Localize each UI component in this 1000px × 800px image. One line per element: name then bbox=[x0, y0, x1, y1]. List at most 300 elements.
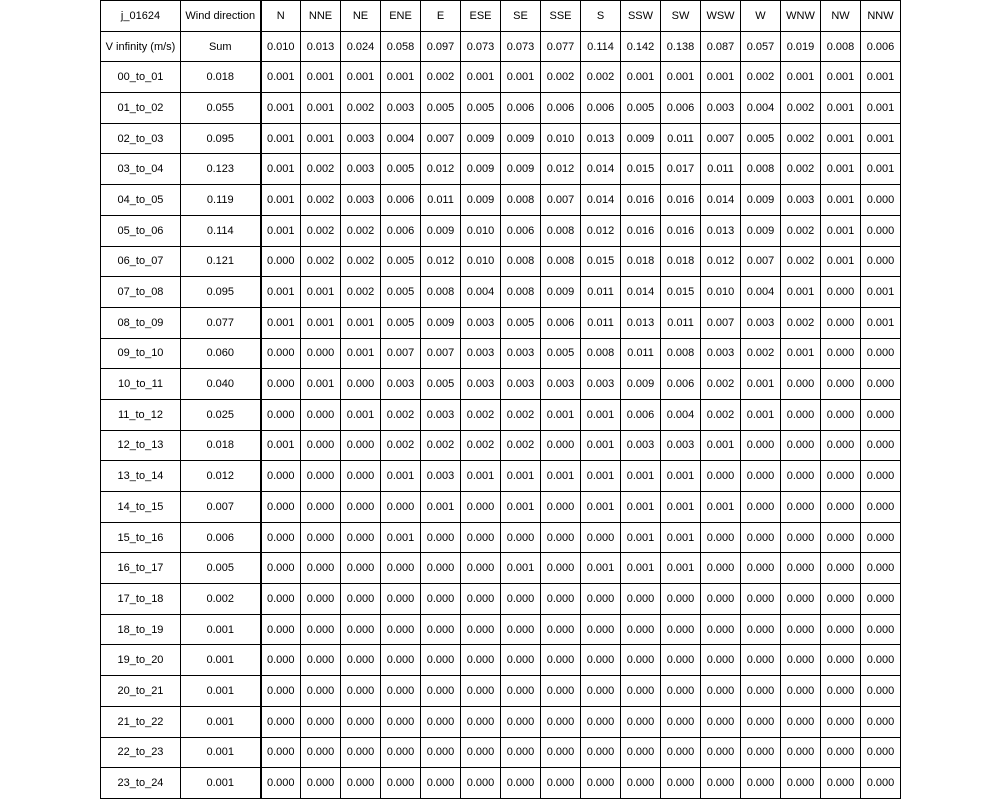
frequency-cell: 0.012 bbox=[421, 246, 461, 277]
frequency-cell: 0.001 bbox=[661, 461, 701, 492]
frequency-cell: 0.000 bbox=[261, 246, 301, 277]
speed-bin-label-cell: 07_to_08 bbox=[101, 277, 181, 308]
frequency-cell: 0.002 bbox=[541, 62, 581, 93]
table-body bbox=[101, 1, 901, 799]
frequency-cell: 0.000 bbox=[421, 645, 461, 676]
frequency-cell: 0.016 bbox=[661, 185, 701, 216]
frequency-cell: 0.000 bbox=[781, 614, 821, 645]
direction-header-cell: NW bbox=[821, 1, 861, 32]
frequency-cell: 0.002 bbox=[421, 62, 461, 93]
frequency-cell: 0.002 bbox=[341, 246, 381, 277]
frequency-cell: 0.000 bbox=[541, 676, 581, 707]
frequency-cell: 0.001 bbox=[261, 215, 301, 246]
direction-header-cell: NNW bbox=[861, 1, 901, 32]
frequency-cell: 0.000 bbox=[421, 676, 461, 707]
frequency-cell: 0.000 bbox=[381, 768, 421, 799]
frequency-cell: 0.001 bbox=[581, 492, 621, 523]
speed-bin-label-cell: 10_to_11 bbox=[101, 369, 181, 400]
frequency-cell: 0.001 bbox=[381, 522, 421, 553]
frequency-cell: 0.003 bbox=[741, 307, 781, 338]
direction-sum-cell: 0.142 bbox=[621, 31, 661, 62]
table-row bbox=[101, 215, 901, 246]
speed-bin-label-cell: 21_to_22 bbox=[101, 706, 181, 737]
frequency-cell: 0.002 bbox=[741, 338, 781, 369]
frequency-cell: 0.000 bbox=[701, 584, 741, 615]
wind-frequency-sheet bbox=[100, 0, 900, 800]
frequency-cell: 0.000 bbox=[621, 737, 661, 768]
frequency-cell: 0.000 bbox=[461, 492, 501, 523]
frequency-cell: 0.003 bbox=[781, 185, 821, 216]
frequency-cell: 0.002 bbox=[501, 430, 541, 461]
frequency-cell: 0.001 bbox=[861, 123, 901, 154]
frequency-cell: 0.000 bbox=[821, 584, 861, 615]
frequency-cell: 0.000 bbox=[581, 645, 621, 676]
frequency-cell: 0.000 bbox=[461, 676, 501, 707]
frequency-cell: 0.008 bbox=[541, 246, 581, 277]
frequency-cell: 0.000 bbox=[301, 430, 341, 461]
frequency-cell: 0.000 bbox=[261, 584, 301, 615]
frequency-cell: 0.000 bbox=[581, 768, 621, 799]
frequency-cell: 0.001 bbox=[821, 185, 861, 216]
frequency-cell: 0.002 bbox=[301, 215, 341, 246]
frequency-cell: 0.000 bbox=[781, 553, 821, 584]
frequency-cell: 0.000 bbox=[821, 307, 861, 338]
direction-sum-cell: 0.073 bbox=[461, 31, 501, 62]
frequency-cell: 0.001 bbox=[541, 399, 581, 430]
frequency-cell: 0.000 bbox=[301, 768, 341, 799]
frequency-cell: 0.000 bbox=[341, 584, 381, 615]
frequency-cell: 0.001 bbox=[581, 430, 621, 461]
frequency-cell: 0.000 bbox=[541, 706, 581, 737]
frequency-cell: 0.000 bbox=[261, 737, 301, 768]
frequency-cell: 0.001 bbox=[741, 369, 781, 400]
frequency-cell: 0.014 bbox=[621, 277, 661, 308]
frequency-cell: 0.000 bbox=[541, 553, 581, 584]
frequency-cell: 0.000 bbox=[821, 768, 861, 799]
frequency-cell: 0.001 bbox=[861, 277, 901, 308]
frequency-cell: 0.001 bbox=[621, 461, 661, 492]
table-row bbox=[101, 123, 901, 154]
frequency-cell: 0.000 bbox=[701, 522, 741, 553]
speed-bin-label-cell: 08_to_09 bbox=[101, 307, 181, 338]
frequency-cell: 0.002 bbox=[301, 185, 341, 216]
frequency-cell: 0.001 bbox=[621, 492, 661, 523]
frequency-cell: 0.009 bbox=[501, 154, 541, 185]
frequency-cell: 0.003 bbox=[421, 399, 461, 430]
frequency-cell: 0.006 bbox=[661, 369, 701, 400]
speed-bin-label-cell: 20_to_21 bbox=[101, 676, 181, 707]
frequency-cell: 0.000 bbox=[821, 706, 861, 737]
frequency-cell: 0.000 bbox=[541, 645, 581, 676]
frequency-cell: 0.000 bbox=[301, 706, 341, 737]
frequency-cell: 0.003 bbox=[341, 185, 381, 216]
frequency-cell: 0.001 bbox=[701, 492, 741, 523]
frequency-cell: 0.000 bbox=[821, 369, 861, 400]
frequency-cell: 0.000 bbox=[821, 614, 861, 645]
frequency-cell: 0.001 bbox=[381, 461, 421, 492]
frequency-cell: 0.000 bbox=[741, 768, 781, 799]
frequency-cell: 0.000 bbox=[781, 768, 821, 799]
row-sum-cell: 0.001 bbox=[181, 614, 261, 645]
frequency-cell: 0.004 bbox=[741, 277, 781, 308]
frequency-cell: 0.003 bbox=[581, 369, 621, 400]
frequency-cell: 0.011 bbox=[581, 307, 621, 338]
frequency-cell: 0.011 bbox=[661, 123, 701, 154]
frequency-cell: 0.000 bbox=[661, 676, 701, 707]
frequency-cell: 0.008 bbox=[741, 154, 781, 185]
table-row bbox=[101, 553, 901, 584]
row-sum-cell: 0.040 bbox=[181, 369, 261, 400]
frequency-cell: 0.000 bbox=[261, 369, 301, 400]
frequency-cell: 0.001 bbox=[261, 62, 301, 93]
frequency-cell: 0.000 bbox=[301, 399, 341, 430]
speed-bin-label-cell: 04_to_05 bbox=[101, 185, 181, 216]
frequency-cell: 0.003 bbox=[381, 93, 421, 124]
frequency-cell: 0.007 bbox=[421, 123, 461, 154]
row-sum-cell: 0.012 bbox=[181, 461, 261, 492]
frequency-cell: 0.002 bbox=[381, 399, 421, 430]
frequency-cell: 0.006 bbox=[541, 93, 581, 124]
frequency-cell: 0.001 bbox=[821, 154, 861, 185]
frequency-cell: 0.000 bbox=[501, 645, 541, 676]
frequency-cell: 0.000 bbox=[541, 430, 581, 461]
frequency-cell: 0.003 bbox=[461, 338, 501, 369]
direction-header-cell: ESE bbox=[461, 1, 501, 32]
frequency-cell: 0.000 bbox=[421, 706, 461, 737]
frequency-cell: 0.000 bbox=[341, 430, 381, 461]
frequency-cell: 0.000 bbox=[421, 584, 461, 615]
frequency-cell: 0.004 bbox=[661, 399, 701, 430]
frequency-cell: 0.005 bbox=[421, 369, 461, 400]
frequency-cell: 0.001 bbox=[301, 277, 341, 308]
direction-sum-cell: 0.057 bbox=[741, 31, 781, 62]
frequency-cell: 0.010 bbox=[701, 277, 741, 308]
frequency-cell: 0.000 bbox=[261, 522, 301, 553]
frequency-cell: 0.000 bbox=[301, 553, 341, 584]
frequency-cell: 0.000 bbox=[381, 492, 421, 523]
row-sum-cell: 0.123 bbox=[181, 154, 261, 185]
frequency-cell: 0.009 bbox=[621, 123, 661, 154]
frequency-cell: 0.000 bbox=[501, 768, 541, 799]
frequency-cell: 0.003 bbox=[701, 338, 741, 369]
frequency-cell: 0.000 bbox=[861, 461, 901, 492]
frequency-cell: 0.009 bbox=[741, 185, 781, 216]
frequency-cell: 0.008 bbox=[501, 185, 541, 216]
row-sum-cell: 0.114 bbox=[181, 215, 261, 246]
frequency-cell: 0.011 bbox=[621, 338, 661, 369]
frequency-cell: 0.000 bbox=[301, 614, 341, 645]
frequency-cell: 0.000 bbox=[861, 614, 901, 645]
frequency-cell: 0.000 bbox=[781, 676, 821, 707]
frequency-cell: 0.013 bbox=[581, 123, 621, 154]
frequency-cell: 0.000 bbox=[461, 584, 501, 615]
frequency-cell: 0.000 bbox=[261, 461, 301, 492]
frequency-cell: 0.000 bbox=[741, 522, 781, 553]
frequency-cell: 0.001 bbox=[781, 338, 821, 369]
frequency-cell: 0.000 bbox=[621, 706, 661, 737]
frequency-cell: 0.001 bbox=[301, 123, 341, 154]
frequency-cell: 0.000 bbox=[861, 430, 901, 461]
frequency-cell: 0.000 bbox=[461, 522, 501, 553]
frequency-cell: 0.000 bbox=[581, 522, 621, 553]
frequency-cell: 0.018 bbox=[661, 246, 701, 277]
direction-header-cell: SSW bbox=[621, 1, 661, 32]
frequency-cell: 0.000 bbox=[581, 737, 621, 768]
direction-sum-cell: 0.058 bbox=[381, 31, 421, 62]
frequency-cell: 0.000 bbox=[341, 522, 381, 553]
frequency-cell: 0.000 bbox=[621, 614, 661, 645]
frequency-cell: 0.009 bbox=[421, 215, 461, 246]
frequency-cell: 0.009 bbox=[541, 277, 581, 308]
frequency-cell: 0.014 bbox=[701, 185, 741, 216]
speed-bin-label-cell: 03_to_04 bbox=[101, 154, 181, 185]
frequency-cell: 0.000 bbox=[421, 553, 461, 584]
frequency-cell: 0.000 bbox=[261, 706, 301, 737]
frequency-cell: 0.017 bbox=[661, 154, 701, 185]
frequency-cell: 0.005 bbox=[461, 93, 501, 124]
frequency-cell: 0.006 bbox=[541, 307, 581, 338]
frequency-cell: 0.000 bbox=[341, 737, 381, 768]
frequency-cell: 0.007 bbox=[741, 246, 781, 277]
row-sum-cell: 0.001 bbox=[181, 645, 261, 676]
frequency-cell: 0.001 bbox=[581, 399, 621, 430]
frequency-cell: 0.001 bbox=[781, 277, 821, 308]
frequency-cell: 0.001 bbox=[661, 553, 701, 584]
table-row bbox=[101, 307, 901, 338]
frequency-cell: 0.009 bbox=[461, 154, 501, 185]
direction-header-cell: NE bbox=[341, 1, 381, 32]
frequency-cell: 0.006 bbox=[381, 215, 421, 246]
frequency-cell: 0.000 bbox=[421, 614, 461, 645]
frequency-cell: 0.007 bbox=[701, 307, 741, 338]
frequency-cell: 0.001 bbox=[301, 62, 341, 93]
frequency-cell: 0.002 bbox=[341, 277, 381, 308]
frequency-cell: 0.000 bbox=[661, 706, 701, 737]
frequency-cell: 0.000 bbox=[261, 553, 301, 584]
frequency-cell: 0.001 bbox=[501, 62, 541, 93]
frequency-cell: 0.000 bbox=[461, 737, 501, 768]
speed-bin-label-cell: 11_to_12 bbox=[101, 399, 181, 430]
frequency-cell: 0.000 bbox=[701, 676, 741, 707]
frequency-cell: 0.002 bbox=[301, 154, 341, 185]
frequency-cell: 0.001 bbox=[661, 522, 701, 553]
frequency-cell: 0.002 bbox=[461, 430, 501, 461]
frequency-cell: 0.000 bbox=[741, 492, 781, 523]
frequency-cell: 0.000 bbox=[861, 706, 901, 737]
frequency-cell: 0.000 bbox=[381, 737, 421, 768]
frequency-cell: 0.000 bbox=[301, 737, 341, 768]
frequency-cell: 0.000 bbox=[621, 645, 661, 676]
frequency-cell: 0.000 bbox=[421, 768, 461, 799]
frequency-cell: 0.008 bbox=[421, 277, 461, 308]
frequency-cell: 0.000 bbox=[501, 706, 541, 737]
table-row bbox=[101, 645, 901, 676]
table-row bbox=[101, 277, 901, 308]
speed-bin-label-cell: 18_to_19 bbox=[101, 614, 181, 645]
speed-bin-label-cell: 13_to_14 bbox=[101, 461, 181, 492]
frequency-cell: 0.000 bbox=[381, 645, 421, 676]
direction-header-cell: NNE bbox=[301, 1, 341, 32]
frequency-cell: 0.000 bbox=[701, 768, 741, 799]
row-sum-cell: 0.095 bbox=[181, 123, 261, 154]
table-row bbox=[101, 338, 901, 369]
frequency-cell: 0.005 bbox=[541, 338, 581, 369]
direction-header-cell: N bbox=[261, 1, 301, 32]
frequency-cell: 0.000 bbox=[741, 645, 781, 676]
frequency-cell: 0.000 bbox=[701, 706, 741, 737]
speed-bin-label-cell: 23_to_24 bbox=[101, 768, 181, 799]
frequency-cell: 0.000 bbox=[741, 461, 781, 492]
speed-bin-label-cell: 06_to_07 bbox=[101, 246, 181, 277]
speed-bin-label-cell: 22_to_23 bbox=[101, 737, 181, 768]
frequency-cell: 0.000 bbox=[541, 492, 581, 523]
frequency-cell: 0.005 bbox=[501, 307, 541, 338]
frequency-cell: 0.001 bbox=[261, 93, 301, 124]
frequency-cell: 0.001 bbox=[821, 215, 861, 246]
direction-sum-cell: 0.114 bbox=[581, 31, 621, 62]
frequency-cell: 0.000 bbox=[861, 522, 901, 553]
frequency-cell: 0.000 bbox=[261, 614, 301, 645]
frequency-cell: 0.000 bbox=[781, 706, 821, 737]
frequency-cell: 0.011 bbox=[701, 154, 741, 185]
frequency-cell: 0.000 bbox=[821, 430, 861, 461]
frequency-cell: 0.013 bbox=[621, 307, 661, 338]
frequency-cell: 0.001 bbox=[461, 461, 501, 492]
frequency-cell: 0.002 bbox=[501, 399, 541, 430]
direction-header-cell: WSW bbox=[701, 1, 741, 32]
frequency-cell: 0.000 bbox=[701, 461, 741, 492]
frequency-cell: 0.000 bbox=[861, 399, 901, 430]
table-row bbox=[101, 676, 901, 707]
frequency-cell: 0.005 bbox=[741, 123, 781, 154]
direction-header-cell: ENE bbox=[381, 1, 421, 32]
frequency-cell: 0.003 bbox=[541, 369, 581, 400]
table-row bbox=[101, 399, 901, 430]
frequency-cell: 0.000 bbox=[781, 492, 821, 523]
frequency-cell: 0.008 bbox=[501, 277, 541, 308]
table-row bbox=[101, 614, 901, 645]
frequency-cell: 0.000 bbox=[461, 553, 501, 584]
frequency-cell: 0.001 bbox=[821, 246, 861, 277]
frequency-cell: 0.000 bbox=[741, 614, 781, 645]
frequency-cell: 0.000 bbox=[781, 399, 821, 430]
frequency-cell: 0.001 bbox=[861, 154, 901, 185]
frequency-cell: 0.000 bbox=[821, 676, 861, 707]
frequency-cell: 0.005 bbox=[421, 93, 461, 124]
frequency-cell: 0.000 bbox=[861, 645, 901, 676]
row-sum-cell: 0.018 bbox=[181, 62, 261, 93]
frequency-cell: 0.000 bbox=[581, 584, 621, 615]
frequency-cell: 0.001 bbox=[661, 62, 701, 93]
frequency-cell: 0.000 bbox=[341, 706, 381, 737]
frequency-cell: 0.006 bbox=[501, 93, 541, 124]
direction-sum-cell: 0.013 bbox=[301, 31, 341, 62]
speed-bin-label-cell: 19_to_20 bbox=[101, 645, 181, 676]
frequency-cell: 0.001 bbox=[821, 62, 861, 93]
frequency-cell: 0.000 bbox=[301, 522, 341, 553]
direction-header-cell: SSE bbox=[541, 1, 581, 32]
frequency-cell: 0.006 bbox=[621, 399, 661, 430]
wind-direction-label-cell: Wind direction bbox=[181, 1, 261, 32]
table-row bbox=[101, 430, 901, 461]
frequency-cell: 0.000 bbox=[821, 461, 861, 492]
row-sum-cell: 0.060 bbox=[181, 338, 261, 369]
frequency-cell: 0.000 bbox=[381, 676, 421, 707]
frequency-cell: 0.001 bbox=[781, 62, 821, 93]
frequency-cell: 0.000 bbox=[261, 676, 301, 707]
frequency-cell: 0.002 bbox=[301, 246, 341, 277]
frequency-cell: 0.001 bbox=[821, 93, 861, 124]
frequency-cell: 0.000 bbox=[741, 676, 781, 707]
frequency-cell: 0.001 bbox=[341, 399, 381, 430]
frequency-cell: 0.005 bbox=[381, 307, 421, 338]
frequency-cell: 0.000 bbox=[501, 676, 541, 707]
frequency-cell: 0.000 bbox=[301, 461, 341, 492]
frequency-cell: 0.015 bbox=[581, 246, 621, 277]
frequency-cell: 0.009 bbox=[461, 185, 501, 216]
frequency-cell: 0.001 bbox=[861, 307, 901, 338]
frequency-cell: 0.008 bbox=[541, 215, 581, 246]
frequency-cell: 0.000 bbox=[341, 614, 381, 645]
frequency-cell: 0.007 bbox=[541, 185, 581, 216]
frequency-cell: 0.005 bbox=[381, 277, 421, 308]
direction-header-cell: WNW bbox=[781, 1, 821, 32]
frequency-cell: 0.001 bbox=[341, 338, 381, 369]
frequency-cell: 0.000 bbox=[541, 522, 581, 553]
frequency-cell: 0.000 bbox=[821, 338, 861, 369]
frequency-cell: 0.001 bbox=[301, 307, 341, 338]
frequency-cell: 0.001 bbox=[861, 93, 901, 124]
frequency-cell: 0.001 bbox=[261, 185, 301, 216]
direction-header-cell: SW bbox=[661, 1, 701, 32]
v-infinity-label-cell: V infinity (m/s) bbox=[101, 31, 181, 62]
frequency-cell: 0.015 bbox=[661, 277, 701, 308]
frequency-cell: 0.001 bbox=[261, 277, 301, 308]
table-row bbox=[101, 93, 901, 124]
frequency-cell: 0.000 bbox=[781, 584, 821, 615]
frequency-cell: 0.000 bbox=[741, 737, 781, 768]
frequency-cell: 0.003 bbox=[421, 461, 461, 492]
frequency-cell: 0.007 bbox=[701, 123, 741, 154]
row-sum-cell: 0.007 bbox=[181, 492, 261, 523]
direction-sum-cell: 0.073 bbox=[501, 31, 541, 62]
frequency-cell: 0.000 bbox=[501, 522, 541, 553]
frequency-cell: 0.000 bbox=[341, 768, 381, 799]
frequency-cell: 0.001 bbox=[501, 553, 541, 584]
frequency-cell: 0.000 bbox=[861, 584, 901, 615]
frequency-cell: 0.005 bbox=[381, 154, 421, 185]
frequency-cell: 0.000 bbox=[821, 522, 861, 553]
frequency-cell: 0.000 bbox=[861, 737, 901, 768]
row-sum-cell: 0.001 bbox=[181, 737, 261, 768]
frequency-cell: 0.000 bbox=[381, 553, 421, 584]
row-sum-cell: 0.005 bbox=[181, 553, 261, 584]
frequency-cell: 0.000 bbox=[781, 461, 821, 492]
frequency-cell: 0.009 bbox=[741, 215, 781, 246]
header-row bbox=[101, 1, 901, 32]
frequency-cell: 0.002 bbox=[581, 62, 621, 93]
frequency-cell: 0.000 bbox=[821, 737, 861, 768]
frequency-cell: 0.010 bbox=[541, 123, 581, 154]
frequency-cell: 0.009 bbox=[421, 307, 461, 338]
row-sum-cell: 0.001 bbox=[181, 768, 261, 799]
frequency-cell: 0.011 bbox=[661, 307, 701, 338]
frequency-cell: 0.000 bbox=[821, 399, 861, 430]
frequency-cell: 0.000 bbox=[741, 553, 781, 584]
frequency-cell: 0.012 bbox=[701, 246, 741, 277]
row-sum-cell: 0.006 bbox=[181, 522, 261, 553]
direction-header-cell: E bbox=[421, 1, 461, 32]
